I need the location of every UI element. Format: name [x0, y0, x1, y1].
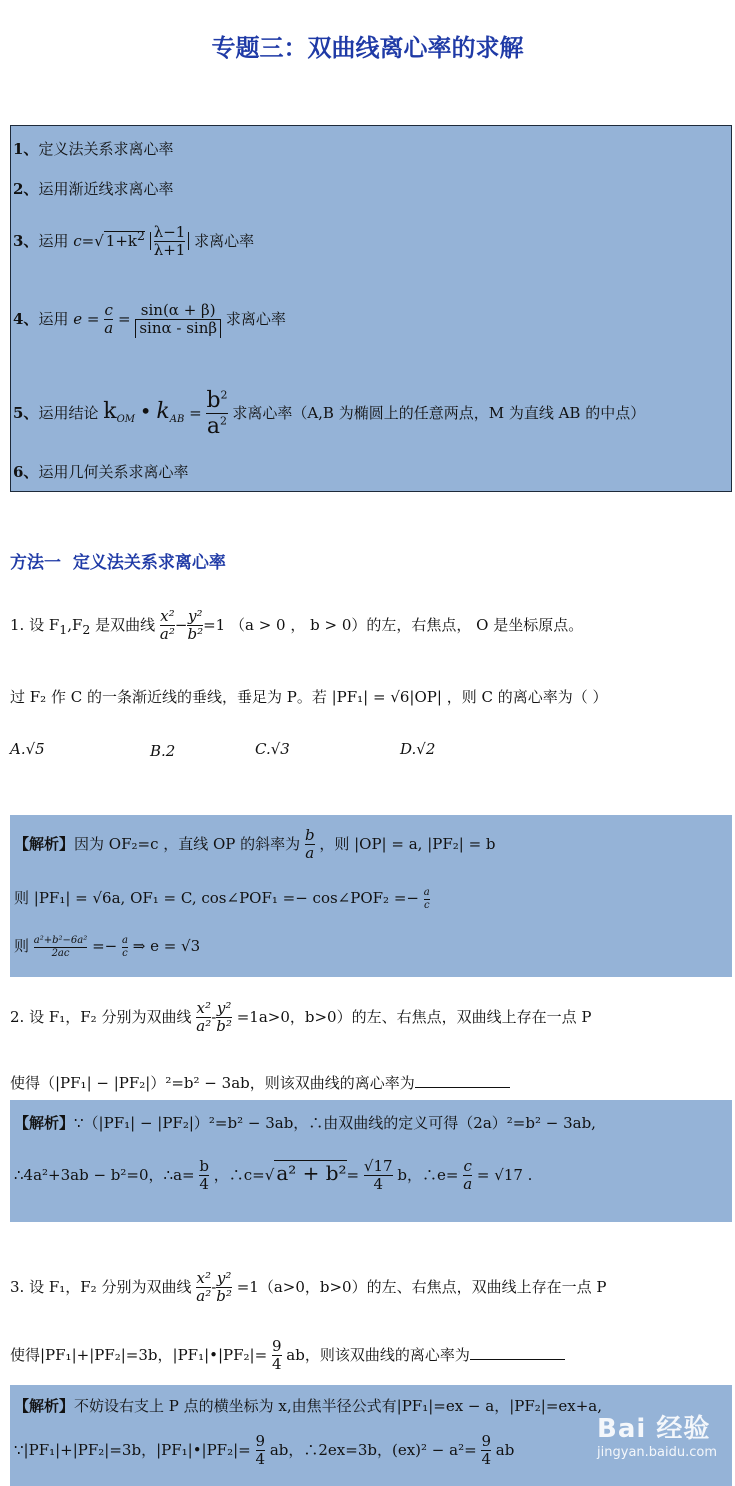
watermark-logo: Bai 经验: [597, 1414, 711, 1444]
option-d: D.√2: [400, 740, 436, 758]
option-a: A.√5: [10, 740, 45, 758]
question-1-line-2: 过 F₂ 作 C 的一条渐近线的垂线，垂足为 P。若 |PF₁| = √6|OP| ，则 C 的离心率为（ ）: [10, 688, 608, 706]
solution-2-box: [10, 1100, 732, 1222]
method-heading: 方法一 定义法关系求离心率: [10, 553, 226, 573]
question-1-line-1: 1. 设 $F_1,F_2$ 是双曲线 $\frac{\text{x²}}{\text{a²}}$ − $\frac{\text{y²}}{\text{b²}}$ =1 （a > 0 ， b > 0）的左，右焦点， O 是坐标原点。: [10, 607, 584, 644]
solution-1-line-2: 则 |PF₁| = √6a, OF₁ = C, cos∠POF₁ =− cos∠POF₂ =− $\frac{a}{c}$: [14, 887, 430, 911]
outline-item-2: 2、运用渐近线求离心率: [13, 180, 174, 198]
outline-box: [10, 125, 732, 492]
solution-1-line-1: 【解析】因为 OF₂=c ，直线 OP 的斜率为 $\frac{b}{a}$ ，则 |OP| = a, |PF₂| = b: [14, 826, 496, 863]
solution-2-line-2: ∴4a²+3ab − b²=0，∴a= $\frac{b}{4}$ ，∴c=√ a² + b²= $\frac{√17}{4}$ b，∴e= $\frac{c}{a}$ = √17 .: [14, 1157, 533, 1194]
outline-item-3: 3、运用 c=√ $1+k^2$ $\frac{\lambda-1}{\lambda+1}$ 求离心率: [13, 223, 255, 260]
solution-3-line-1: 【解析】不妨设右支上 P 点的横坐标为 x,由焦半径公式有|PF₁|=ex − a，|PF₂|=ex+a,: [14, 1397, 603, 1415]
question-2-line-1: 2. 设 F₁，F₂ 分别为双曲线 $\frac{\text{x²}}{\text{a²}}$ - $\frac{\text{y²}}{\text{b²}}$ =1a>0，b>0）的左、右焦点，双曲线上存在一点 P: [10, 999, 592, 1036]
option-b: B.2: [150, 742, 176, 760]
question-3-line-2: 使得|PF₁|+|PF₂|=3b，|PF₁|•|PF₂|= $\frac{9}{4}$ ab，则该双曲线的离心率为: [10, 1338, 565, 1374]
solution-1-box: [10, 815, 732, 977]
watermark-url: jingyan.baidu.com: [597, 1445, 717, 1460]
page-title: 专题三：双曲线离心率的求解: [211, 33, 524, 62]
answer-blank[interactable]: [415, 1073, 510, 1088]
option-c: C.√3: [255, 740, 290, 758]
outline-item-5: 5、运用结论 $k_{OM}$ • $k_{AB}$ = $\frac{b^2}{a^2}$ 求离心率（A,B 为椭圆上的任意两点，M 为直线 AB 的中点）: [13, 388, 646, 440]
outline-item-4: 4、运用 e = $\frac{c}{a}$ = $\frac{\sin(\alpha + \beta)}{\sin\alpha - \sin\beta}$ 求离心率: [13, 301, 286, 338]
solution-2-line-1: 【解析】∵（|PF₁| − |PF₂|）²=b² − 3ab，∴由双曲线的定义可得（2a）²=b² − 3ab,: [14, 1114, 596, 1132]
solution-1-line-3: 则 $\frac{\text{a²+b²−6a²}}{2ac}$ =− $\frac{a}{c}$ ⇒ e = √3: [14, 935, 201, 959]
question-3-line-1: 3. 设 F₁，F₂ 分别为双曲线 $\frac{\text{x²}}{\text{a²}}$ - $\frac{\text{y²}}{\text{b²}}$ =1（a>0，b>0）的左、右焦点，双曲线上存在一点 P: [10, 1269, 607, 1306]
baidu-jingyan-watermark: [597, 1408, 717, 1460]
solution-3-line-2: ∵|PF₁|+|PF₂|=3b，|PF₁|•|PF₂|= $\frac{9}{4}$ ab，∴2ex=3b，(ex)² − a²= $\frac{9}{4}$ ab: [14, 1432, 515, 1469]
answer-blank[interactable]: [470, 1345, 565, 1360]
question-2-line-2: 使得（|PF₁| − |PF₂|）²=b² − 3ab，则该双曲线的离心率为: [10, 1072, 510, 1093]
outline-item-1: 1、定义法关系求离心率: [13, 140, 174, 158]
outline-item-6: 6、运用几何关系求离心率: [13, 463, 189, 481]
